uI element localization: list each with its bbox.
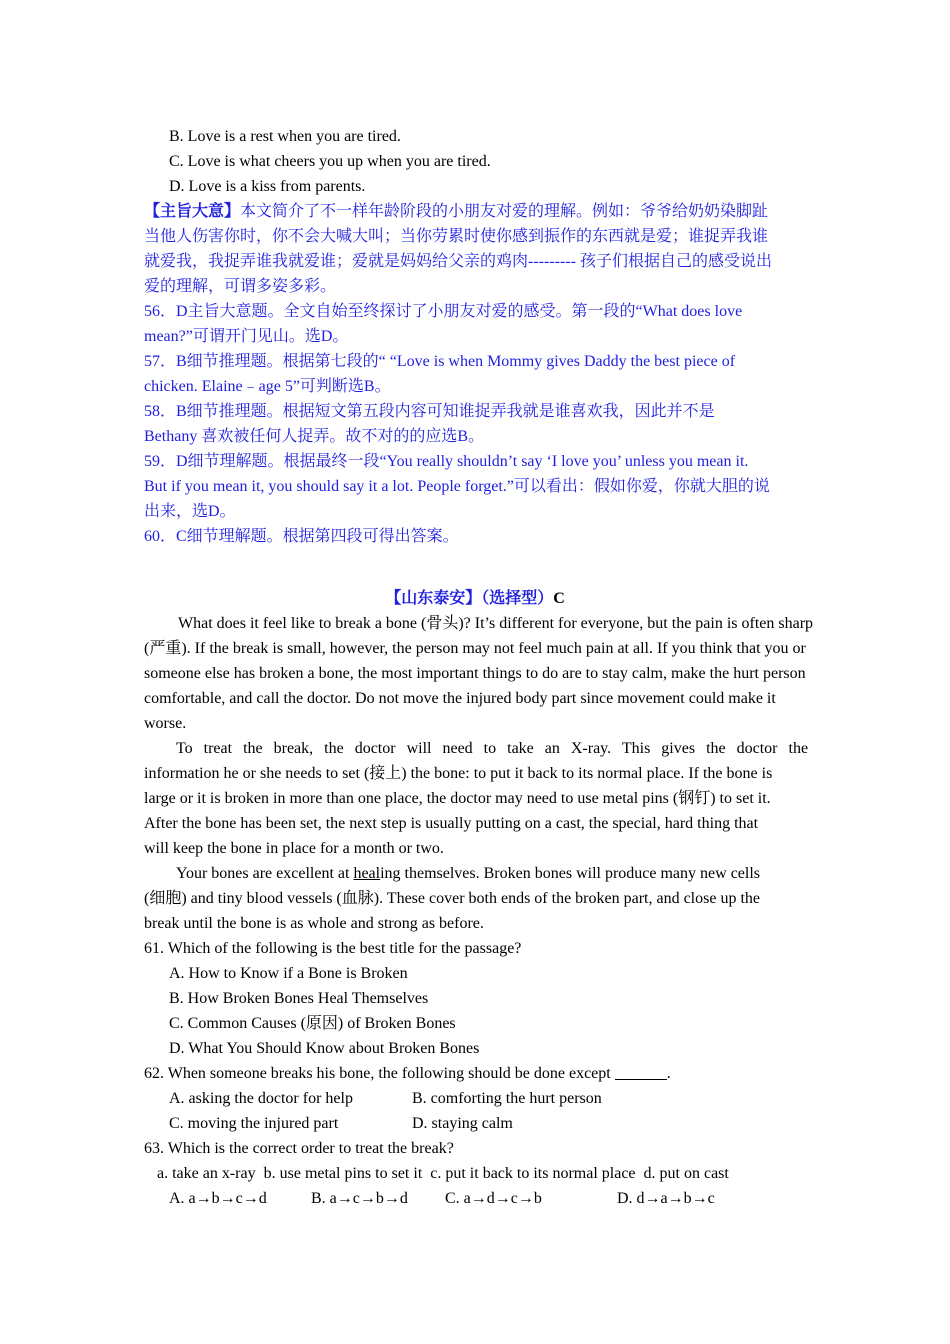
option-row (144, 1111, 806, 1136)
passage-line: someone else has broken a bone, the most important things to do are to stay calm, make the hurt person (144, 665, 806, 682)
order-steps: a. take an x-ray b. use metal pins to set it c. put it back to its normal place d. put on cast (157, 1165, 729, 1182)
option-a[interactable]: A. asking the doctor for help (169, 1090, 353, 1107)
prev-option-c: C. Love is what cheers you up when you are tired. (169, 153, 491, 170)
section-gap (144, 549, 806, 586)
question-61 (144, 936, 806, 1061)
answer-blank (615, 1063, 667, 1080)
passage-line (144, 861, 806, 886)
passage-paragraph-1 (144, 611, 814, 736)
underlined-word: heal (353, 865, 381, 882)
explanation-58 (144, 399, 806, 449)
explanation-60 (144, 524, 806, 549)
passage-line: worse. (144, 715, 187, 732)
option-c[interactable]: C. moving the injured part (169, 1115, 339, 1132)
explanation-line: chicken. Elaine﹣age 5”可判断选B。 (144, 378, 391, 395)
explanation-line: 59．D细节理解题。根据最终一段“You really shouldn’t say ‘I love you’ unless you mean it. (144, 453, 749, 470)
explanation-line: But if you mean it, you should say it a lot. People forget.”可以看出：假如你爱，你就大胆的说 (144, 478, 770, 495)
question-stem (144, 1061, 806, 1086)
passage-paragraph-2 (144, 736, 809, 861)
passage-line: What does it feel like to break a bone (骨头)? It’s different for everyone, but the pain is often sharp (178, 615, 814, 632)
summary-line: 当他人伤害你时，你不会大喊大叫；当你劳累时使你感到振作的东西就是爱；谁捉弄我谁 (144, 228, 769, 245)
option-b[interactable]: B. a→c→b→d (311, 1190, 408, 1207)
summary-label: 【主旨大意】 (144, 203, 241, 220)
prev-option-d: D. Love is a kiss from parents. (169, 178, 366, 195)
question-62 (144, 1061, 806, 1136)
explanation-line: 60．C细节理解题。根据第四段可得出答案。 (144, 528, 459, 545)
question-stem: 63. Which is the correct order to treat the break? (144, 1140, 454, 1157)
prev-option-b: B. Love is a rest when you are tired. (169, 128, 401, 145)
passage-line: large or it is broken in more than one place, the doctor may need to use metal pins (钢钉) to set it. (144, 790, 771, 807)
explanation-line: 57．B细节推理题。根据第七段的“ “Love is when Mommy gives Daddy the best piece of (144, 353, 736, 370)
section-title-text: 【山东泰安】（选择型） (385, 590, 554, 607)
summary-line: 就爱我，我捉弄谁我就爱谁；爱就是妈妈给父亲的鸡肉--------- 孩子们根据自己的感受说出 (144, 253, 772, 270)
section-letter: C (553, 590, 565, 607)
document-page (144, 124, 814, 1211)
passage-line: To treat the break, the doctor will need to take an X-ray. This gives the doctor the (176, 740, 809, 757)
question-stem-text: 62. When someone breaks his bone, the following should be done except (144, 1065, 611, 1082)
option-c[interactable]: C. Common Causes (原因) of Broken Bones (169, 1015, 456, 1032)
passage-paragraph-3 (144, 861, 806, 936)
passage-line: will keep the bone in place for a month or two. (144, 840, 444, 857)
option-d[interactable]: D. d→a→b→c (617, 1190, 715, 1207)
question-stem: 61. Which of the following is the best title for the passage? (144, 940, 522, 957)
option-d[interactable]: D. What You Should Know about Broken Bones (169, 1040, 480, 1057)
passage-line: After the bone has been set, the next step is usually putting on a cast, the special, hard thing that (144, 815, 759, 832)
explanation-line: mean?”可谓开门见山。选D。 (144, 328, 349, 345)
explanation-line: 出来，选D。 (144, 503, 236, 520)
question-63 (144, 1136, 806, 1211)
option-b[interactable]: B. How Broken Bones Heal Themselves (169, 990, 429, 1007)
passage-line: (严重). If the break is small, however, the person may not feel much pain at all. If you think that you or (144, 640, 806, 657)
summary-line: 爱的理解，可谓多姿多彩。 (144, 278, 337, 295)
summary-line: 本文简介了不一样年龄阶段的小朋友对爱的理解。例如：爷爷给奶奶染脚趾 (240, 203, 769, 220)
explanation-line: 56．D主旨大意题。全文自始至终探讨了小朋友对爱的感受。第一段的“What does love (144, 303, 743, 320)
section-title (144, 586, 806, 611)
explanation-line: Bethany 喜欢被任何人捉弄。故不对的的应选B。 (144, 428, 484, 445)
option-a[interactable]: A. How to Know if a Bone is Broken (169, 965, 408, 982)
passage-line: (细胞) and tiny blood vessels (血脉). These cover both ends of the broken part, and close up the (144, 890, 761, 907)
explanation-57 (144, 349, 806, 399)
option-c[interactable]: C. a→d→c→b (445, 1190, 542, 1207)
explanation-59 (144, 449, 806, 524)
option-d[interactable]: D. staying calm (412, 1115, 513, 1132)
explanation-line: 58．B细节推理题。根据短文第五段内容可知谁捉弄我就是谁喜欢我，因此并不是 (144, 403, 715, 420)
passage-line: information he or she needs to set (接上) the bone: to put it back to its normal place. If the bone is (144, 765, 773, 782)
summary-block (144, 199, 806, 299)
option-row (144, 1186, 806, 1211)
option-a[interactable]: A. a→b→c→d (169, 1190, 267, 1207)
question-stem-end: . (666, 1065, 671, 1082)
option-b[interactable]: B. comforting the hurt person (412, 1090, 602, 1107)
explanation-56 (144, 299, 806, 349)
option-row (144, 1086, 806, 1111)
passage-line: comfortable, and call the doctor. Do not move the injured body part since movement could make it (144, 690, 776, 707)
passage-text: Your bones are excellent at (176, 865, 354, 882)
passage-line: break until the bone is as whole and strong as before. (144, 915, 484, 932)
passage-text: ing themselves. Broken bones will produce many new cells (380, 865, 761, 882)
